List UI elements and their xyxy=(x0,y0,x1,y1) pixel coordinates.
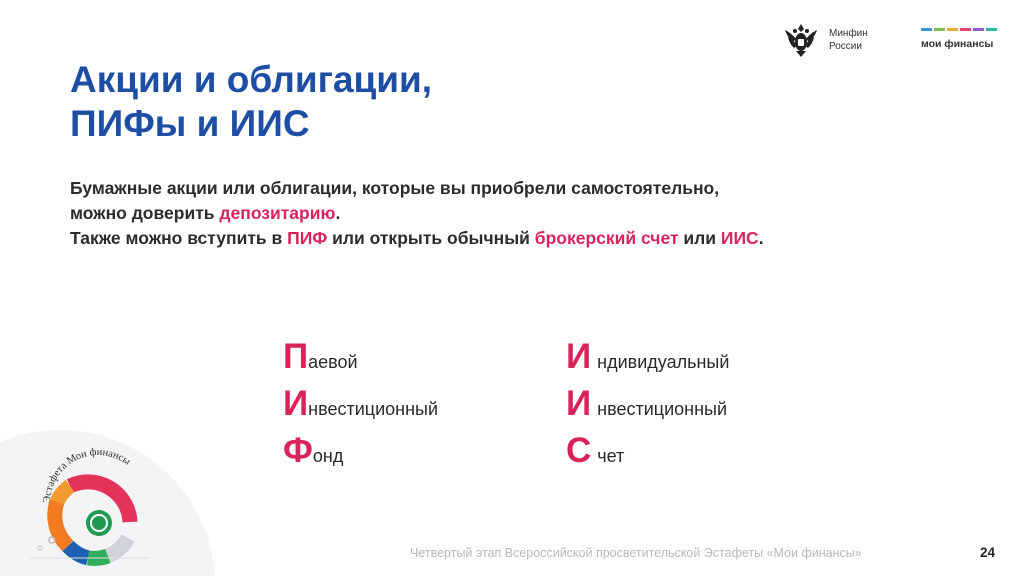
body-line-3 xyxy=(70,226,950,251)
minfin-name-line1: Минфин xyxy=(829,28,868,39)
title-line-2: ПИФы и ИИС xyxy=(70,103,310,144)
title-line-1: Акции и облигации, xyxy=(70,59,433,100)
moi-finansy-logo xyxy=(921,28,997,50)
body-text xyxy=(70,176,950,251)
abbr-letter: С xyxy=(566,431,592,470)
abbr-letter: И xyxy=(283,384,309,423)
highlight-depozitariy: депозитарию xyxy=(219,203,336,223)
abbr-row xyxy=(566,377,729,424)
iis-abbreviation xyxy=(566,330,729,471)
body-line-3-text: Также можно вступить в xyxy=(70,228,288,248)
abbr-word: онд xyxy=(312,446,344,466)
abbr-letter: И xyxy=(566,337,592,376)
abbr-row xyxy=(566,424,729,471)
moi-finansy-label: мои финансы xyxy=(921,38,994,50)
page-title xyxy=(70,58,432,146)
body-line-2 xyxy=(70,201,950,226)
abbr-row xyxy=(283,424,438,471)
abbr-row xyxy=(283,330,438,377)
minfin-logo xyxy=(781,20,868,60)
abbr-word: чет xyxy=(597,446,625,466)
abbr-word: нвестиционный xyxy=(308,399,439,419)
abbr-letter: Ф xyxy=(283,431,313,470)
abbr-word: нвестиционный xyxy=(597,399,728,419)
double-headed-eagle-icon xyxy=(781,20,821,60)
abbr-word: ндивидуальный xyxy=(597,352,730,372)
page-number: 24 xyxy=(980,545,996,560)
moi-finansy-color-bar xyxy=(921,28,997,31)
abbr-word: аевой xyxy=(308,352,358,372)
body-line-2-text: можно доверить xyxy=(70,203,220,223)
body-line-1 xyxy=(70,176,950,201)
abbr-row xyxy=(566,330,729,377)
body-line-3-mid: или открыть обычный xyxy=(327,228,535,248)
body-line-2-end: . xyxy=(335,203,341,223)
abbr-row xyxy=(283,377,438,424)
pif-abbreviation xyxy=(283,330,438,471)
highlight-iis: ИИС xyxy=(720,228,759,248)
body-line-3-mid2: или xyxy=(678,228,721,248)
highlight-pif: ПИФ xyxy=(287,228,328,248)
body-line-1-text: Бумажные акции или облигации, которые вы приобрели самостоятельно, xyxy=(70,178,720,198)
abbr-letter: П xyxy=(283,337,309,376)
estafeta-label: Эстафета Мои финансы xyxy=(41,446,133,504)
highlight-brokerskiy-schet: брокерский счет xyxy=(534,228,679,248)
footer-text: Четвертый этап Всероссийской просветительской Эстафеты «Мои финансы» xyxy=(410,546,862,560)
body-line-3-end: . xyxy=(758,228,764,248)
abbr-letter: И xyxy=(566,384,592,423)
minfin-name-line2: России xyxy=(829,41,862,52)
estafeta-logo xyxy=(10,438,155,573)
